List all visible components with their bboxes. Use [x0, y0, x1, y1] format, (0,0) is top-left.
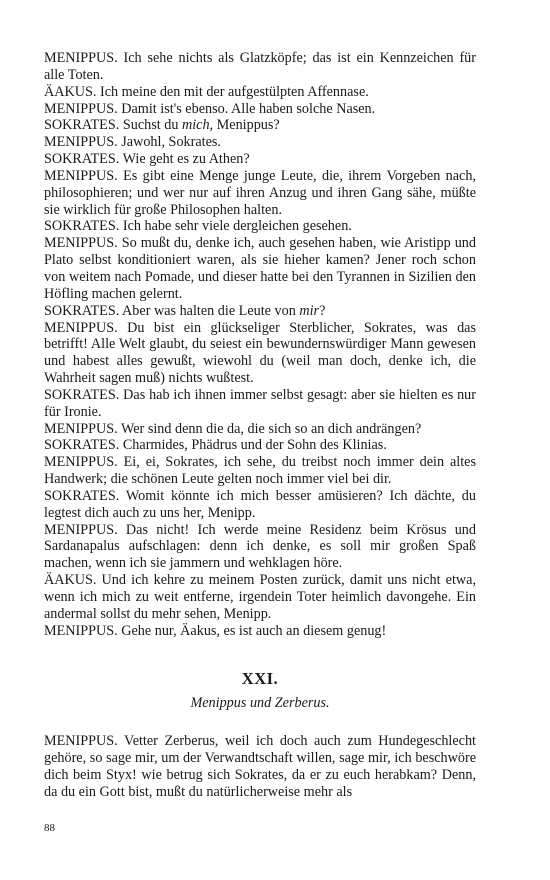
speaker: SOKRATES.: [44, 117, 120, 134]
speaker: MENIPPUS.: [44, 235, 118, 252]
speech-text: Wie geht es zu Athen?: [119, 151, 250, 168]
speech-text: Gehe nur, Äakus, es ist auch an diesem genug!: [117, 622, 387, 639]
speech-text: Ei, ei, Sokrates, ich sehe, du treibst noch immer dein altes Handwerk; die schönen Leute gelten noch immer viel bei dir.: [44, 454, 476, 488]
speech-text: Womit könnte ich mich besser amüsieren? Ich dächte, du legtest dich auch zu uns her, Menipp.: [44, 487, 476, 521]
dialogue-line: [44, 488, 476, 522]
dialogue-line: [44, 218, 476, 235]
dialogue-line: [44, 235, 476, 302]
speaker: MENIPPUS.: [44, 622, 118, 639]
speaker: MENIPPUS.: [44, 454, 118, 471]
speech-text: Ich habe sehr viele dergleichen gesehen.: [119, 218, 352, 235]
dialogue-line: [44, 84, 476, 101]
dialogue-line: [44, 437, 476, 454]
speaker: SOKRATES.: [44, 218, 120, 235]
dialogue-line: [44, 320, 476, 387]
page-number: 88: [44, 822, 55, 834]
emphasis: mir: [299, 302, 320, 319]
page-body: [44, 50, 476, 801]
speaker: MENIPPUS.: [44, 733, 118, 750]
speaker: SOKRATES.: [44, 487, 120, 504]
speech-text: Du bist ein glückseliger Sterblicher, Sokrates, was das betrifft! Alle Welt glaubt, du seiest ein bewundernswürdiger Mann gewesen und habest alles gewußt, wiewohl du (weil man doch, denke ich, die Wahrheit sagen muß) nichts wußtest.: [44, 319, 476, 387]
speech-text: Das hab ich ihnen immer selbst gesagt: aber sie hielten es nur für Ironie.: [44, 386, 476, 420]
dialogue-line: [44, 50, 476, 84]
section-number: XXI.: [241, 668, 279, 688]
speaker: MENIPPUS.: [44, 319, 118, 336]
speaker: MENIPPUS.: [44, 100, 118, 117]
dialogue-line: [44, 101, 476, 118]
speech-text: Das nicht! Ich werde meine Residenz beim Krösus und Sardanapalus aufschlagen: denn ich denke, es soll mir großen Spaß machen, wenn ich sie jammern und wehklagen höre.: [44, 521, 476, 572]
dialogue-line: [44, 151, 476, 168]
speaker: MENIPPUS.: [44, 50, 118, 66]
speech-text: Aber was halten die Leute von: [119, 302, 300, 319]
dialogue-line: [44, 572, 476, 623]
speech-text: Vetter Zerberus, weil ich doch auch zum Hundegeschlecht gehöre, so sage mir, um der Verwandtschaft willen, sage mir, ich beschwöre dich beim Styx! wie betrug sich Sokrates, da er zu euch herabkam? Denn, da du ein Gott bist, mußt du natürlicherweise mehr als: [44, 733, 476, 800]
speech-text: So mußt du, denke ich, auch gesehen haben, wie Aristipp und Plato selbst konditioniert waren, als sie hieher kamen? Jener roch schon von weitem nach Pomade, und dieser hatte bei den Tyrannen in Sizilien den Höfling machen gelernt.: [44, 235, 476, 302]
speech-text: Ich meine den mit der aufgestülpten Affennase.: [96, 83, 369, 100]
dialogue-line: [44, 522, 476, 573]
dialogue-line: [44, 303, 476, 320]
speaker: ÄAKUS.: [44, 572, 97, 589]
speech-text: Es gibt eine Menge junge Leute, die, ihrem Vorgeben nach, philosophieren; und wer nur auf ihren Anzug und ihren Gang sähe, müßte sie wirklich für große Philosophen halten.: [44, 167, 476, 218]
speaker: SOKRATES.: [44, 151, 120, 168]
dialogue-line: [44, 134, 476, 151]
dialogue-line: [44, 117, 476, 134]
speech-text: Wer sind denn die da, die sich so an dich andrängen?: [117, 420, 422, 437]
dialogue-line: [44, 168, 476, 219]
dialogue-line: [44, 387, 476, 421]
opening-paragraph: [44, 733, 476, 800]
speaker: MENIPPUS.: [44, 134, 118, 151]
speech-text: Suchst du: [119, 117, 182, 134]
speech-text: Charmides, Phädrus und der Sohn des Klinias.: [119, 437, 387, 454]
speech-text: ?: [319, 302, 326, 319]
dialogue-line: [44, 454, 476, 488]
dialogue-line: [44, 623, 476, 640]
speaker: MENIPPUS.: [44, 521, 118, 538]
speech-text: Und ich kehre zu meinem Posten zurück, damit uns nicht etwa, wenn ich mich zu weit entferne, irgendein Toter heimlich davongehe. Ein andermal sollst du mehr sehen, Menipp.: [44, 572, 476, 622]
section-title: Menippus und Zerberus.: [190, 694, 330, 711]
speaker: SOKRATES.: [44, 437, 120, 454]
speaker: ÄAKUS.: [44, 83, 97, 100]
speaker: SOKRATES.: [44, 386, 120, 403]
speaker: MENIPPUS.: [44, 420, 118, 437]
speaker: MENIPPUS.: [44, 167, 118, 184]
speaker: SOKRATES.: [44, 302, 120, 319]
emphasis: mich,: [181, 117, 214, 134]
speech-text: Damit ist's ebenso. Alle haben solche Nasen.: [117, 100, 376, 117]
dialogue-line: [44, 421, 476, 438]
speech-text: Ich sehe nichts als Glatzköpfe; das ist ein Kennzeichen für alle Toten.: [44, 50, 476, 83]
speech-text: Jawohl, Sokrates.: [117, 134, 221, 151]
speech-text: Menippus?: [213, 117, 280, 134]
dialogue-block: [44, 50, 476, 640]
